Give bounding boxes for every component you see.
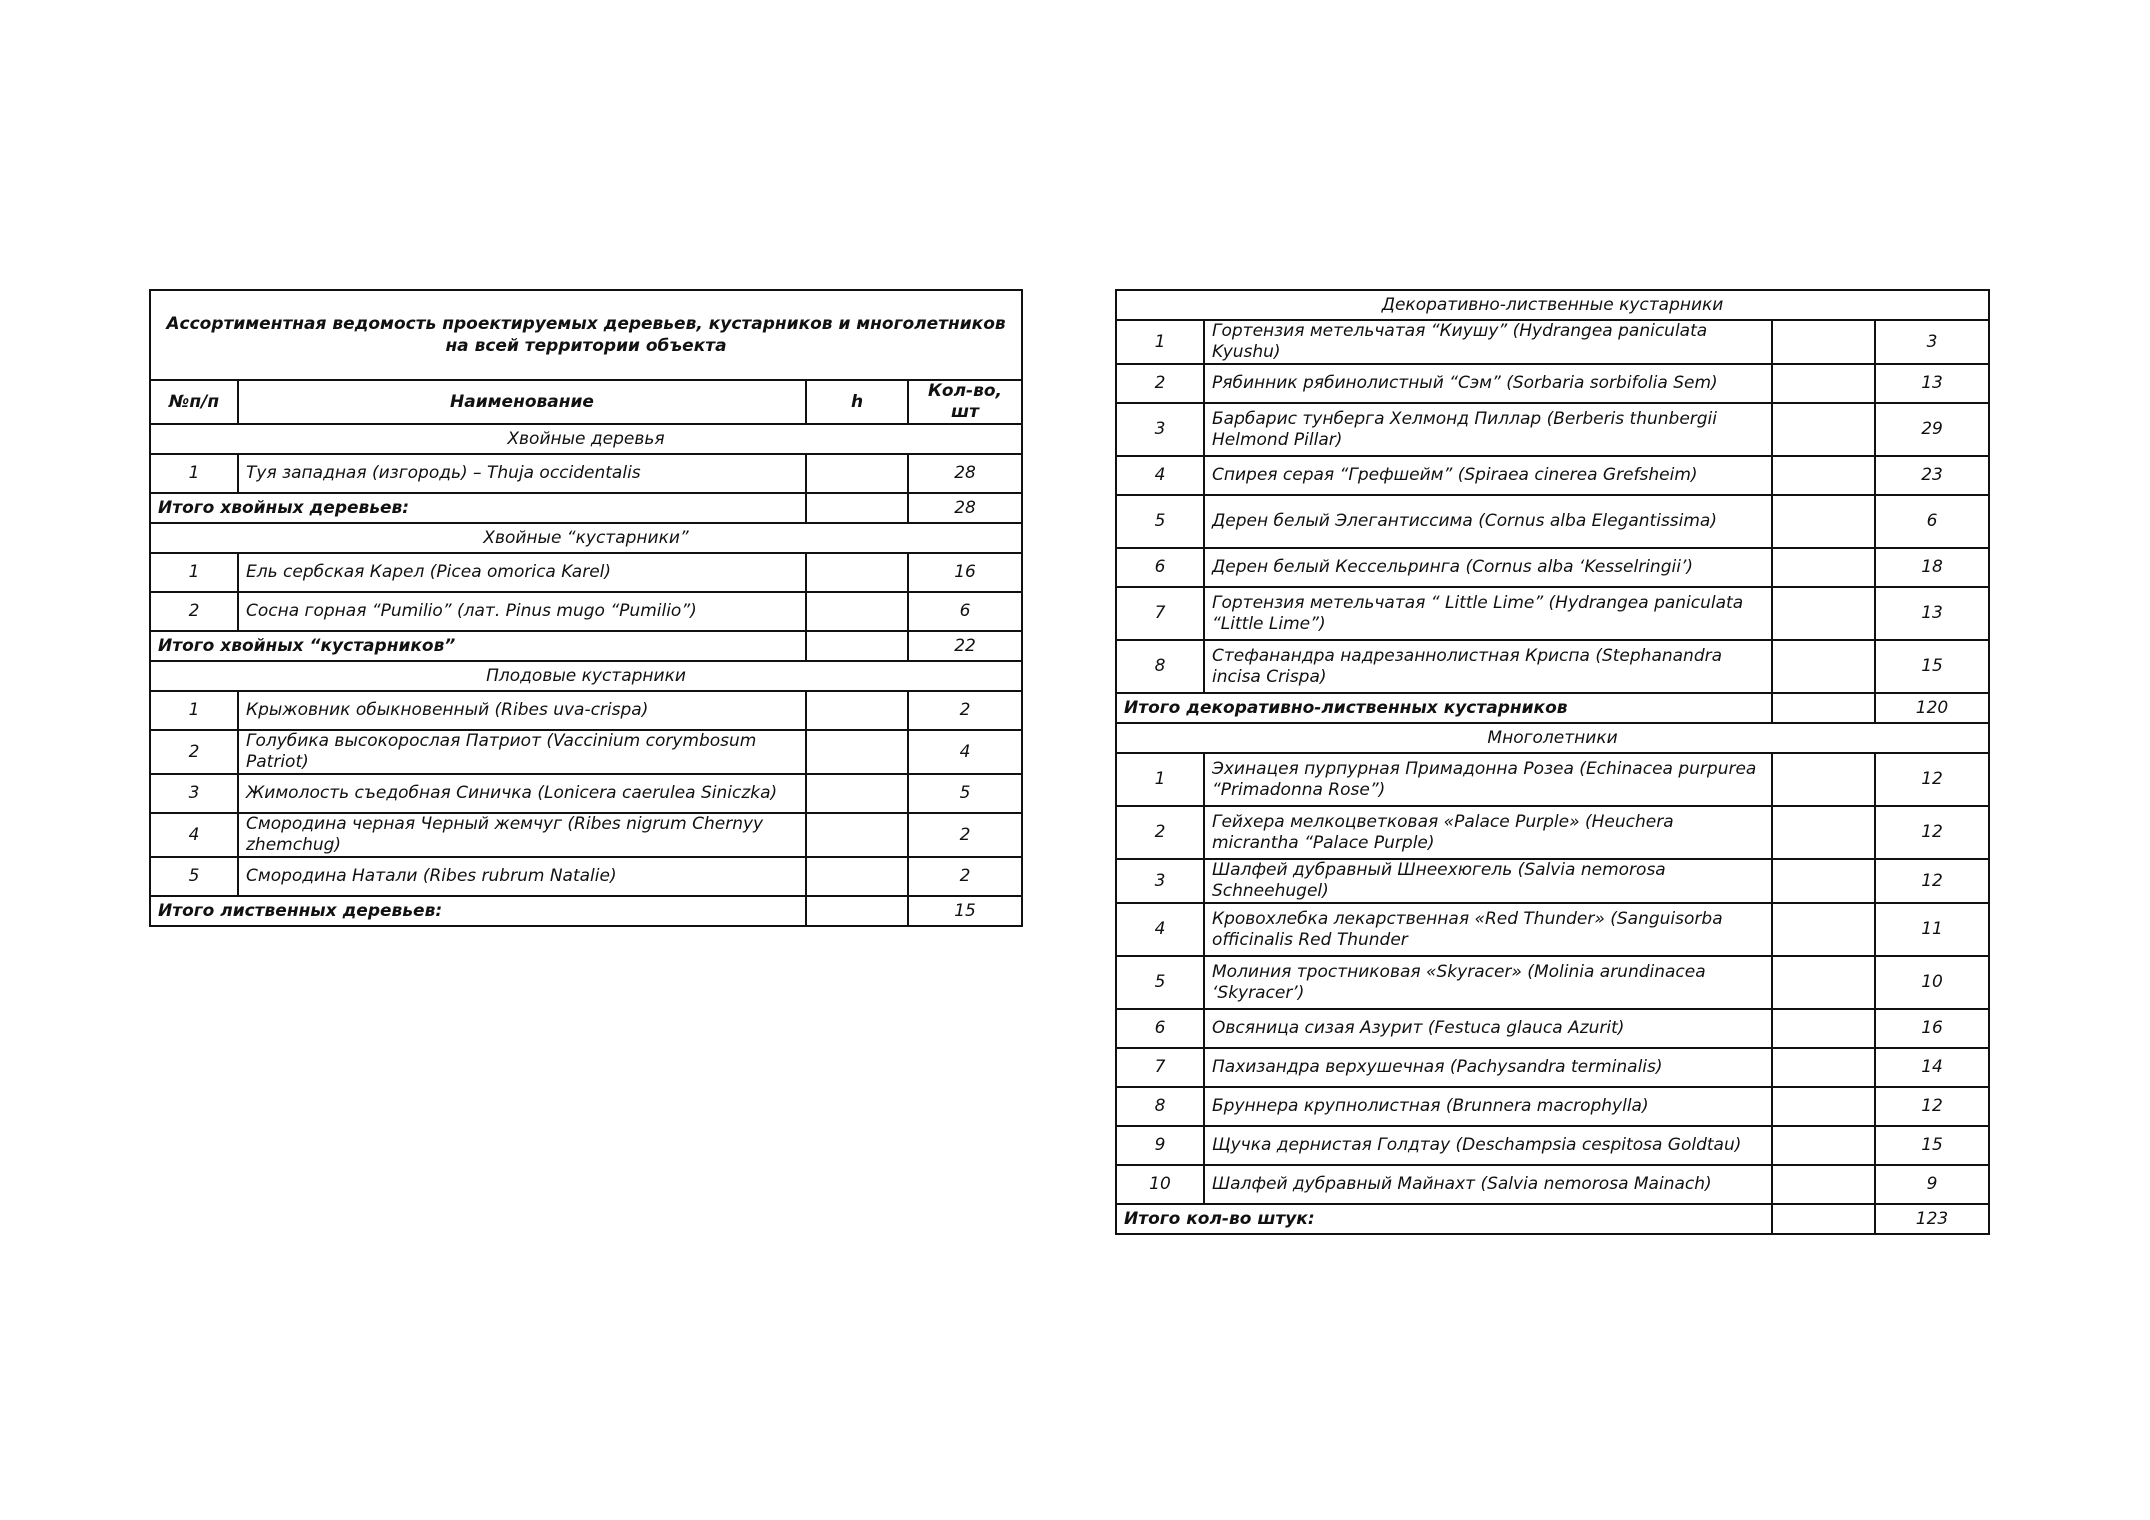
row-qty: 11 bbox=[1875, 903, 1989, 956]
row-num: 1 bbox=[1116, 753, 1204, 806]
table-row bbox=[150, 730, 1022, 774]
section-title: Хвойные “кустарники” bbox=[150, 523, 1022, 553]
row-qty: 12 bbox=[1875, 806, 1989, 859]
row-num: 7 bbox=[1116, 587, 1204, 640]
section-row bbox=[150, 661, 1022, 691]
header-name: Наименование bbox=[238, 380, 806, 424]
row-name: Сосна горная “Pumilio” (лат. Pinus mugo “Pumilio”) bbox=[238, 592, 806, 631]
row-h bbox=[1772, 640, 1875, 693]
row-qty: 16 bbox=[908, 553, 1022, 592]
row-name: Голубика высокорослая Патриот (Vaccinium corymbosum Patriot) bbox=[238, 730, 806, 774]
table-row bbox=[1116, 495, 1989, 548]
total-label: Итого кол-во штук: bbox=[1116, 1204, 1772, 1234]
row-h bbox=[806, 454, 908, 493]
row-h bbox=[1772, 456, 1875, 495]
table-row bbox=[1116, 640, 1989, 693]
table-title-row bbox=[150, 290, 1022, 380]
row-name: Крыжовник обыкновенный (Ribes uva-crispa) bbox=[238, 691, 806, 730]
row-name: Дерен белый Кессельринга (Cornus alba ‘Kesselringii’) bbox=[1204, 548, 1772, 587]
table-row bbox=[1116, 364, 1989, 403]
row-qty: 3 bbox=[1875, 320, 1989, 364]
row-qty: 5 bbox=[908, 774, 1022, 813]
row-num: 1 bbox=[150, 553, 238, 592]
row-num: 4 bbox=[1116, 456, 1204, 495]
row-qty: 13 bbox=[1875, 364, 1989, 403]
total-label: Итого хвойных “кустарников” bbox=[150, 631, 806, 661]
table-row bbox=[1116, 1126, 1989, 1165]
row-name: Пахизандра верхушечная (Pachysandra terminalis) bbox=[1204, 1048, 1772, 1087]
table-header-row bbox=[150, 380, 1022, 424]
table-row bbox=[1116, 1165, 1989, 1204]
row-num: 1 bbox=[150, 691, 238, 730]
row-qty: 4 bbox=[908, 730, 1022, 774]
table-row bbox=[1116, 320, 1989, 364]
total-qty: 22 bbox=[908, 631, 1022, 661]
row-qty: 6 bbox=[908, 592, 1022, 631]
total-h bbox=[806, 631, 908, 661]
row-qty: 9 bbox=[1875, 1165, 1989, 1204]
total-label: Итого декоративно-лиственных кустарников bbox=[1116, 693, 1772, 723]
total-row bbox=[1116, 1204, 1989, 1234]
row-num: 10 bbox=[1116, 1165, 1204, 1204]
total-row bbox=[1116, 693, 1989, 723]
row-name: Овсяница сизая Азурит (Festuca glauca Azurit) bbox=[1204, 1009, 1772, 1048]
row-qty: 15 bbox=[1875, 1126, 1989, 1165]
row-name: Бруннера крупнолистная (Brunnera macrophylla) bbox=[1204, 1087, 1772, 1126]
row-h bbox=[806, 774, 908, 813]
row-name: Гортензия метельчатая “ Little Lime” (Hydrangea paniculata “Little Lime”) bbox=[1204, 587, 1772, 640]
row-h bbox=[1772, 587, 1875, 640]
row-num: 6 bbox=[1116, 1009, 1204, 1048]
row-num: 9 bbox=[1116, 1126, 1204, 1165]
row-qty: 12 bbox=[1875, 1087, 1989, 1126]
row-name: Гейхера мелкоцветковая «Palace Purple» (Heuchera micrantha “Palace Purple) bbox=[1204, 806, 1772, 859]
header-h: h bbox=[806, 380, 908, 424]
table-row bbox=[150, 553, 1022, 592]
row-name: Рябинник рябинолистный “Сэм” (Sorbaria sorbifolia Sem) bbox=[1204, 364, 1772, 403]
row-qty: 12 bbox=[1875, 859, 1989, 903]
row-h bbox=[1772, 1126, 1875, 1165]
table-row bbox=[1116, 1048, 1989, 1087]
row-name: Шалфей дубравный Шнеехюгель (Salvia nemorosa Schneehugel) bbox=[1204, 859, 1772, 903]
row-name: Жимолость съедобная Синичка (Lonicera caerulea Siniczka) bbox=[238, 774, 806, 813]
row-name: Кровохлебка лекарственная «Red Thunder» (Sanguisorba officinalis Red Thunder bbox=[1204, 903, 1772, 956]
row-num: 4 bbox=[1116, 903, 1204, 956]
row-h bbox=[1772, 753, 1875, 806]
table-title: Ассортиментная ведомость проектируемых деревьев, кустарников и многолетников на всей территории объекта bbox=[150, 290, 1022, 380]
row-h bbox=[1772, 903, 1875, 956]
row-h bbox=[1772, 495, 1875, 548]
row-num: 5 bbox=[1116, 956, 1204, 1009]
row-name: Щучка дернистая Голдтау (Deschampsia cespitosa Goldtau) bbox=[1204, 1126, 1772, 1165]
row-h bbox=[806, 730, 908, 774]
row-h bbox=[1772, 956, 1875, 1009]
row-qty: 6 bbox=[1875, 495, 1989, 548]
total-h bbox=[1772, 693, 1875, 723]
row-h bbox=[1772, 403, 1875, 456]
row-qty: 23 bbox=[1875, 456, 1989, 495]
table-row bbox=[1116, 859, 1989, 903]
row-h bbox=[1772, 548, 1875, 587]
row-qty: 14 bbox=[1875, 1048, 1989, 1087]
row-num: 1 bbox=[1116, 320, 1204, 364]
row-qty: 16 bbox=[1875, 1009, 1989, 1048]
row-h bbox=[1772, 364, 1875, 403]
total-qty: 28 bbox=[908, 493, 1022, 523]
table-row bbox=[1116, 753, 1989, 806]
row-num: 5 bbox=[1116, 495, 1204, 548]
section-row bbox=[150, 523, 1022, 553]
row-num: 4 bbox=[150, 813, 238, 857]
total-row bbox=[150, 631, 1022, 661]
row-name: Спирея серая “Грефшейм” (Spiraea cinerea Grefsheim) bbox=[1204, 456, 1772, 495]
row-name: Смородина черная Черный жемчуг (Ribes nigrum Chernyy zhemchug) bbox=[238, 813, 806, 857]
row-name: Стефанандра надрезаннолистная Криспа (Stephanandra incisa Crispa) bbox=[1204, 640, 1772, 693]
row-h bbox=[806, 691, 908, 730]
table-row bbox=[150, 774, 1022, 813]
row-name: Барбарис тунберга Хелмонд Пиллар (Berberis thunbergii Helmond Pillar) bbox=[1204, 403, 1772, 456]
row-name: Смородина Натали (Ribes rubrum Natalie) bbox=[238, 857, 806, 896]
table-row bbox=[150, 813, 1022, 857]
row-h bbox=[806, 857, 908, 896]
row-h bbox=[806, 813, 908, 857]
table-row bbox=[1116, 548, 1989, 587]
section-row bbox=[150, 424, 1022, 454]
row-h bbox=[806, 553, 908, 592]
row-num: 2 bbox=[1116, 806, 1204, 859]
table-row bbox=[150, 857, 1022, 896]
row-num: 8 bbox=[1116, 1087, 1204, 1126]
table-row bbox=[150, 592, 1022, 631]
table-row bbox=[1116, 1009, 1989, 1048]
row-num: 3 bbox=[1116, 403, 1204, 456]
header-num: №п/п bbox=[150, 380, 238, 424]
table-row bbox=[150, 454, 1022, 493]
row-qty: 2 bbox=[908, 691, 1022, 730]
row-name: Гортензия метельчатая “Киушу” (Hydrangea paniculata Kyushu) bbox=[1204, 320, 1772, 364]
row-num: 1 bbox=[150, 454, 238, 493]
row-h bbox=[1772, 1009, 1875, 1048]
row-num: 3 bbox=[1116, 859, 1204, 903]
row-name: Эхинацея пурпурная Примадонна Розеа (Echinacea purpurea “Primadonna Rose”) bbox=[1204, 753, 1772, 806]
row-h bbox=[1772, 1165, 1875, 1204]
row-name: Молиния тростниковая «Skyracer» (Molinia arundinacea ‘Skyracer’) bbox=[1204, 956, 1772, 1009]
row-name: Дерен белый Элегантиссима (Cornus alba Elegantissima) bbox=[1204, 495, 1772, 548]
row-qty: 15 bbox=[1875, 640, 1989, 693]
table-row bbox=[150, 691, 1022, 730]
row-num: 2 bbox=[1116, 364, 1204, 403]
row-num: 5 bbox=[150, 857, 238, 896]
total-qty: 120 bbox=[1875, 693, 1989, 723]
row-num: 3 bbox=[150, 774, 238, 813]
table-row bbox=[1116, 956, 1989, 1009]
row-num: 7 bbox=[1116, 1048, 1204, 1087]
row-qty: 2 bbox=[908, 857, 1022, 896]
row-name: Туя западная (изгородь) – Thuja occidentalis bbox=[238, 454, 806, 493]
row-qty: 18 bbox=[1875, 548, 1989, 587]
total-h bbox=[806, 896, 908, 926]
row-h bbox=[806, 592, 908, 631]
table-row bbox=[1116, 903, 1989, 956]
total-qty: 15 bbox=[908, 896, 1022, 926]
row-qty: 28 bbox=[908, 454, 1022, 493]
row-num: 8 bbox=[1116, 640, 1204, 693]
table-row bbox=[1116, 403, 1989, 456]
row-qty: 13 bbox=[1875, 587, 1989, 640]
row-num: 2 bbox=[150, 592, 238, 631]
total-h bbox=[1772, 1204, 1875, 1234]
row-name: Шалфей дубравный Майнахт (Salvia nemorosa Mainach) bbox=[1204, 1165, 1772, 1204]
table-row bbox=[1116, 587, 1989, 640]
total-row bbox=[150, 493, 1022, 523]
table-row bbox=[1116, 1087, 1989, 1126]
section-title: Хвойные деревья bbox=[150, 424, 1022, 454]
row-qty: 10 bbox=[1875, 956, 1989, 1009]
section-title: Многолетники bbox=[1116, 723, 1989, 753]
section-title: Плодовые кустарники bbox=[150, 661, 1022, 691]
right-schedule-table bbox=[1115, 289, 1990, 1235]
row-num: 6 bbox=[1116, 548, 1204, 587]
row-qty: 12 bbox=[1875, 753, 1989, 806]
table-row bbox=[1116, 806, 1989, 859]
row-h bbox=[1772, 320, 1875, 364]
left-schedule-table bbox=[149, 289, 1023, 927]
total-label: Итого хвойных деревьев: bbox=[150, 493, 806, 523]
header-qty: Кол-во, шт bbox=[908, 380, 1022, 424]
row-qty: 2 bbox=[908, 813, 1022, 857]
row-qty: 29 bbox=[1875, 403, 1989, 456]
section-row bbox=[1116, 290, 1989, 320]
row-num: 2 bbox=[150, 730, 238, 774]
total-qty: 123 bbox=[1875, 1204, 1989, 1234]
total-row bbox=[150, 896, 1022, 926]
row-h bbox=[1772, 806, 1875, 859]
row-h bbox=[1772, 859, 1875, 903]
row-h bbox=[1772, 1048, 1875, 1087]
total-label: Итого лиственных деревьев: bbox=[150, 896, 806, 926]
section-row bbox=[1116, 723, 1989, 753]
row-h bbox=[1772, 1087, 1875, 1126]
total-h bbox=[806, 493, 908, 523]
table-row bbox=[1116, 456, 1989, 495]
section-title: Декоративно-лиственные кустарники bbox=[1116, 290, 1989, 320]
row-name: Ель сербская Карел (Picea omorica Karel) bbox=[238, 553, 806, 592]
